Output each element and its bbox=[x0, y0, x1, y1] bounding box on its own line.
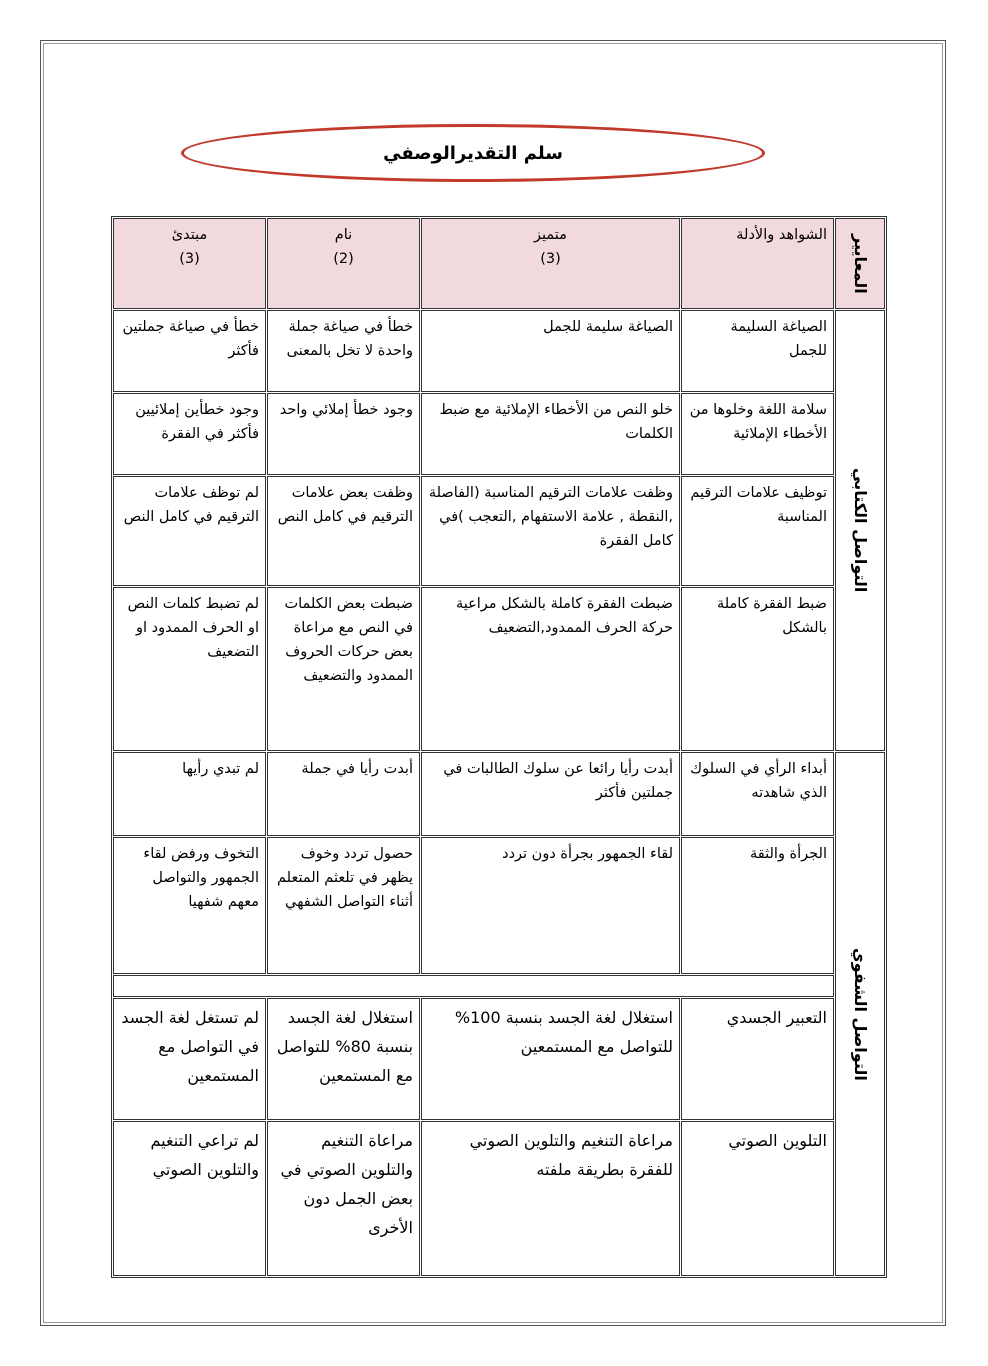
developing-cell: أبدت رأيا في جملة bbox=[267, 752, 420, 836]
level-name: مبتدئ bbox=[171, 227, 208, 243]
spacer-cell bbox=[113, 975, 834, 997]
level-score: (3) bbox=[540, 251, 561, 267]
table-row bbox=[113, 752, 885, 836]
developing-cell: استغلال لغة الجسد بنسبة 80% للتواصل مع المستمعين bbox=[267, 998, 420, 1120]
table-row bbox=[113, 1121, 885, 1276]
table-row bbox=[113, 998, 885, 1120]
page-title: سلم التقديرالوصفي bbox=[181, 124, 765, 182]
excellent-cell: ضبطت الفقرة كاملة بالشكل مراعية حركة الحرف الممدود,التضعيف bbox=[421, 587, 680, 751]
criterion-label: التواصل الشفوي bbox=[851, 947, 870, 1081]
beginner-cell: خطأ في صياغة جملتين فأكثر bbox=[113, 310, 266, 392]
level-header-beginner bbox=[113, 218, 266, 309]
table-row bbox=[113, 310, 885, 392]
table-row bbox=[113, 587, 885, 751]
excellent-cell: مراعاة التنغيم والتلوين الصوتي للفقرة بطريقة ملفته bbox=[421, 1121, 680, 1276]
evidence-cell: أبداء الرأي في السلوك الذي شاهدته bbox=[681, 752, 834, 836]
evidence-header-cell: الشواهد والأدلة bbox=[681, 218, 834, 309]
developing-cell: حصول تردد وخوف يظهر في تلعثم المتعلم أثناء التواصل الشفهي bbox=[267, 837, 420, 974]
criterion-label: التواصل الكتابي bbox=[851, 468, 870, 593]
beginner-cell: لم تضبط كلمات النص او الحرف الممدود او التضعيف bbox=[113, 587, 266, 751]
excellent-cell: وظفت علامات الترقيم المناسبة (الفاصلة ,النقطة , علامة الاستفهام ,التعجب )في كامل الفقرة bbox=[421, 476, 680, 586]
evidence-cell: الصياغة السليمة للجمل bbox=[681, 310, 834, 392]
table-row bbox=[113, 837, 885, 974]
beginner-cell: لم توظف علامات الترقيم في كامل النص bbox=[113, 476, 266, 586]
evidence-cell: سلامة اللغة وخلوها من الأخطاء الإملائية bbox=[681, 393, 834, 475]
table-row bbox=[113, 393, 885, 475]
evidence-cell: التعبير الجسدي bbox=[681, 998, 834, 1120]
beginner-cell: وجود خطأين إملائيين فأكثر في الفقرة bbox=[113, 393, 266, 475]
criteria-header-cell bbox=[835, 218, 885, 309]
rubric-table bbox=[111, 216, 887, 1278]
developing-cell: خطأ في صياغة جملة واحدة لا تخل بالمعنى bbox=[267, 310, 420, 392]
table-row bbox=[113, 476, 885, 586]
beginner-cell: لم تستغل لغة الجسد في التواصل مع المستمعين bbox=[113, 998, 266, 1120]
excellent-cell: استغلال لغة الجسد بنسبة 100% للتواصل مع المستمعين bbox=[421, 998, 680, 1120]
developing-cell: وجود خطأ إملائي واحد bbox=[267, 393, 420, 475]
excellent-cell: أبدت رأيا رائعا عن سلوك الطالبات في جملتين فأكثر bbox=[421, 752, 680, 836]
evidence-cell: التلوين الصوتي bbox=[681, 1121, 834, 1276]
developing-cell: مراعاة التنغيم والتلوين الصوتي في بعض الجمل دون الأخرى bbox=[267, 1121, 420, 1276]
header-row bbox=[113, 218, 885, 309]
level-score: (2) bbox=[333, 251, 354, 267]
beginner-cell: لم تراعي التنغيم والتلوين الصوتي bbox=[113, 1121, 266, 1276]
developing-cell: وظفت بعض علامات الترقيم في كامل النص bbox=[267, 476, 420, 586]
excellent-cell: خلو النص من الأخطاء الإملائية مع ضبط الكلمات bbox=[421, 393, 680, 475]
table-spacer-row bbox=[113, 975, 885, 997]
criterion-cell-written bbox=[835, 310, 885, 751]
criteria-header-label: المعايير bbox=[851, 233, 870, 294]
excellent-cell: الصياغة سليمة للجمل bbox=[421, 310, 680, 392]
criterion-cell-oral bbox=[835, 752, 885, 1276]
evidence-cell: توظيف علامات الترقيم المناسبة bbox=[681, 476, 834, 586]
excellent-cell: لقاء الجمهور بجرأة دون تردد bbox=[421, 837, 680, 974]
beginner-cell: التخوف ورفض لقاء الجمهور والتواصل معهم شفهيا bbox=[113, 837, 266, 974]
level-name: متميز bbox=[534, 227, 567, 243]
level-header-developing bbox=[267, 218, 420, 309]
evidence-cell: الجرأة والثقة bbox=[681, 837, 834, 974]
developing-cell: ضبطت بعض الكلمات في النص مع مراعاة بعض حركات الحروف الممدود والتضعيف bbox=[267, 587, 420, 751]
evidence-cell: ضبط الفقرة كاملة بالشكل bbox=[681, 587, 834, 751]
level-name: نام bbox=[334, 227, 353, 243]
beginner-cell: لم تبدي رأيها bbox=[113, 752, 266, 836]
level-score: (3) bbox=[179, 251, 200, 267]
level-header-excellent bbox=[421, 218, 680, 309]
